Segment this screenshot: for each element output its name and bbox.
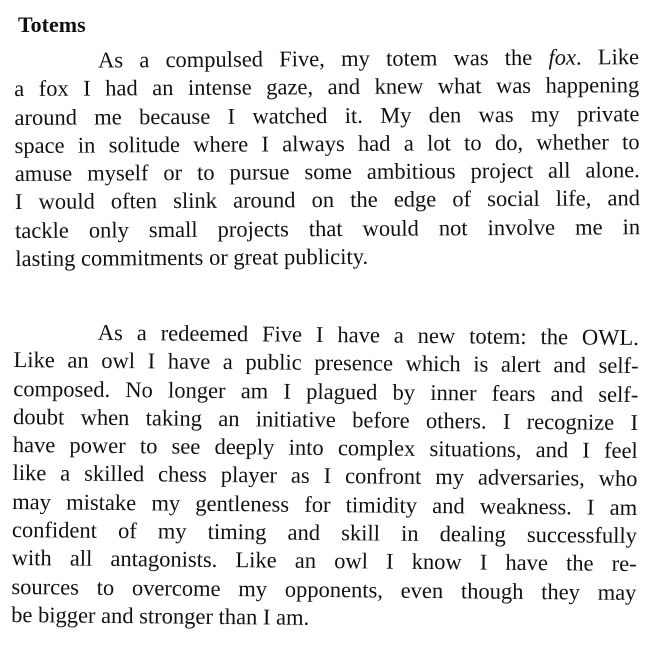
paragraph-line: lasting commitments or great publicity. bbox=[15, 243, 369, 272]
paragraph-line: doubt when taking an initiative before others. I recognize I bbox=[12, 403, 639, 435]
paragraph-line: around me because I watched it. My den was my private bbox=[14, 100, 640, 130]
section-heading: Totems bbox=[18, 12, 86, 37]
paragraph-line: a fox I had an intense gaze, and knew what was happening bbox=[14, 72, 640, 102]
paragraph-line: sources to overcome my opponents, even though they may bbox=[11, 573, 637, 605]
paragraph-line: with all antagonists. Like an owl I know I have the re- bbox=[11, 545, 637, 577]
paragraph-fox bbox=[14, 43, 640, 273]
paragraph-line: have power to see deeply into complex situations, and I feel bbox=[12, 432, 638, 464]
line-text: As a compulsed Five, my totem was the bbox=[98, 44, 549, 73]
paragraph-line: like a skilled chess player as I confront my adversaries, who bbox=[12, 460, 638, 492]
paragraph-line bbox=[14, 43, 639, 75]
paragraph-line: As a redeemed Five I have a new totem: the OWL. bbox=[97, 319, 639, 350]
paragraph-owl bbox=[11, 318, 639, 635]
paragraph-line: Like an owl I have a public presence which is alert and self- bbox=[13, 347, 639, 379]
paragraph-line: composed. No longer am I plagued by inner fears and self- bbox=[13, 375, 639, 407]
paragraph-line: be bigger and stronger than I am. bbox=[11, 601, 310, 630]
line-text: . Like bbox=[575, 44, 640, 70]
paragraph-line: may mistake my gentleness for timidity and weakness. I am bbox=[12, 488, 638, 520]
paragraph-line: amuse myself or to pursue some ambitious project all alone. bbox=[14, 157, 640, 187]
italic-word: fox bbox=[548, 44, 577, 70]
paragraph-line: space in solitude where I always had a lot to do, whether to bbox=[14, 129, 640, 158]
paragraph-line: confident of my timing and skill in dealing successfully bbox=[11, 517, 638, 549]
paragraph-line: tackle only small projects that would not involve me in bbox=[15, 213, 641, 243]
paragraph-line: I would often slink around on the edge of social life, and bbox=[14, 185, 641, 215]
